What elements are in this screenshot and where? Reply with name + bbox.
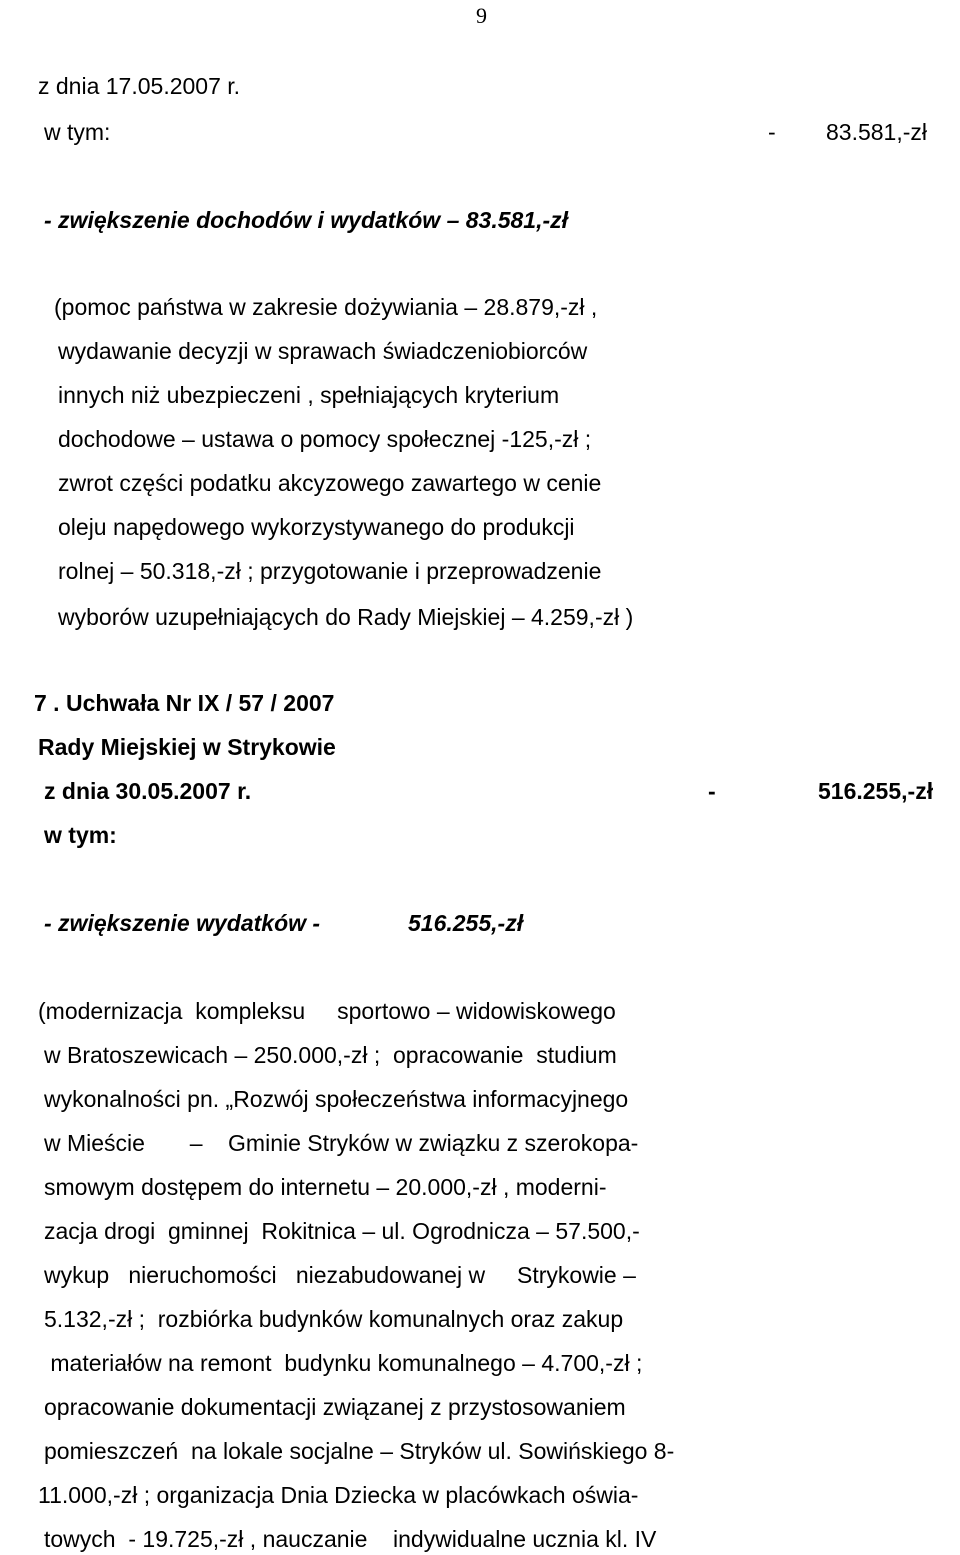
detail-line: wyborów uzupełniających do Rady Miejskiej – 4.259,-zł )	[58, 604, 634, 630]
w-tym-label-2: w tym:	[44, 822, 117, 848]
detail-line: oleju napędowego wykorzystywanego do produkcji	[58, 514, 575, 540]
detail-line: opracowanie dokumentacji związanej z przystosowaniem	[44, 1394, 626, 1420]
detail-line: (modernizacja kompleksu sportowo – widowiskowego	[38, 998, 616, 1024]
resolution-heading: 7 . Uchwała Nr IX / 57 / 2007	[34, 690, 335, 716]
increase-line-1: - zwiększenie dochodów i wydatków – 83.581,-zł	[44, 207, 569, 233]
detail-line: wykup nieruchomości niezabudowanej w Strykowie –	[44, 1262, 636, 1288]
amount-dash-1: -	[768, 119, 776, 145]
detail-line: pomieszczeń na lokale socjalne – Stryków ul. Sowińskiego 8-	[44, 1438, 675, 1464]
detail-line: dochodowe – ustawa o pomocy społecznej -125,-zł ;	[58, 426, 592, 452]
detail-line: materiałów na remont budynku komunalnego – 4.700,-zł ;	[44, 1350, 643, 1376]
detail-line: 11.000,-zł ; organizacja Dnia Dziecka w placówkach oświa-	[38, 1482, 639, 1508]
amount-2: 516.255,-zł	[818, 778, 934, 804]
detail-line: smowym dostępem do internetu – 20.000,-zł , moderni-	[44, 1174, 607, 1200]
detail-line: towych - 19.725,-zł , nauczanie indywidualne ucznia kl. IV	[44, 1526, 657, 1552]
w-tym-label-1: w tym:	[44, 119, 111, 145]
detail-line: 5.132,-zł ; rozbiórka budynków komunalnych oraz zakup	[44, 1306, 624, 1332]
detail-line: zwrot części podatku akcyzowego zawartego w cenie	[58, 470, 602, 496]
detail-line: w Mieście – Gminie Stryków w związku z szerokopa-	[44, 1130, 639, 1156]
council-heading: Rady Miejskiej w Strykowie	[38, 734, 336, 760]
detail-line: wykonalności pn. „Rozwój społeczeństwa informacyjnego	[44, 1086, 629, 1112]
detail-line: (pomoc państwa w zakresie dożywiania – 28.879,-zł ,	[54, 294, 598, 320]
detail-line: rolnej – 50.318,-zł ; przygotowanie i przeprowadzenie	[58, 558, 602, 584]
page-number: 9	[476, 3, 487, 28]
date-line-2: z dnia 30.05.2007 r.	[44, 778, 252, 804]
date-line-1: z dnia 17.05.2007 r.	[38, 73, 241, 99]
increase-label-2: - zwiększenie wydatków -	[44, 910, 321, 936]
amount-dash-2: -	[708, 778, 716, 804]
detail-line: innych niż ubezpieczeni , spełniających kryterium	[58, 382, 560, 408]
detail-line: zacja drogi gminnej Rokitnica – ul. Ogrodnicza – 57.500,-	[44, 1218, 640, 1244]
amount-1: 83.581,-zł	[826, 119, 928, 145]
increase-amount-2: 516.255,-zł	[408, 910, 524, 936]
detail-line: wydawanie decyzji w sprawach świadczeniobiorców	[58, 338, 588, 364]
detail-line: w Bratoszewicach – 250.000,-zł ; opracowanie studium	[44, 1042, 617, 1068]
